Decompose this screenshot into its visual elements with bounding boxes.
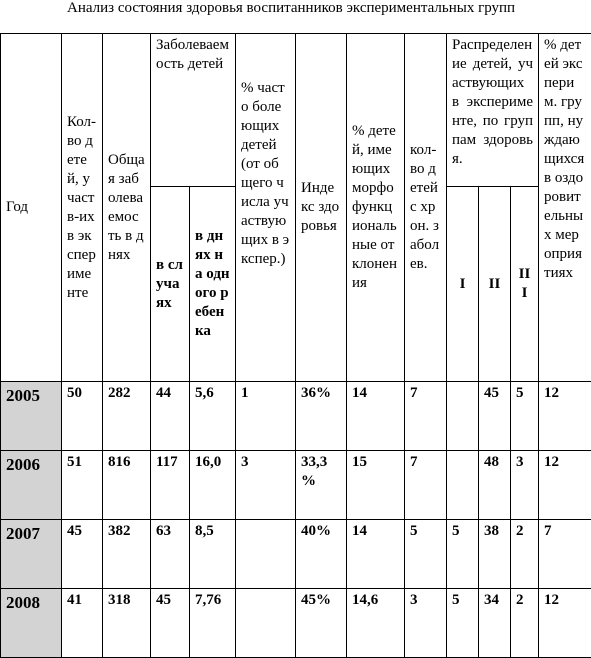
cell-morph: 14 — [347, 382, 405, 451]
cell-kids: 41 — [62, 589, 103, 658]
cell-chronic: 7 — [405, 451, 447, 520]
cell-index: 40% — [296, 520, 347, 589]
header-pct-health: % детей эксперим. групп, нуждающихся в оздоровительных мероприятиях — [539, 34, 591, 382]
cell-cases: 63 — [151, 520, 190, 589]
header-group-3: III — [511, 187, 539, 382]
cell-index: 45% — [296, 589, 347, 658]
cell-morph: 15 — [347, 451, 405, 520]
cell-year: 2008 — [1, 589, 62, 658]
header-morbidity: Заболеваемость детей — [151, 34, 236, 187]
header-per-child: в днях на одного ребенка — [190, 187, 236, 382]
header-pct-sick: % часто болеющих детей (от общего числа участвующих в экспер.) — [236, 34, 296, 382]
cell-kids: 51 — [62, 451, 103, 520]
table-row — [1, 520, 591, 589]
header-pct-morph: % детей, имеющих морфофункциональные отклонения — [347, 34, 405, 382]
cell-group-2: 48 — [479, 451, 511, 520]
header-chronic: кол-во детей с хрон. заболев. — [405, 34, 447, 382]
cell-year: 2006 — [1, 451, 62, 520]
cell-index: 36% — [296, 382, 347, 451]
cell-morph: 14,6 — [347, 589, 405, 658]
cell-per-child: 7,76 — [190, 589, 236, 658]
cell-per-child: 5,6 — [190, 382, 236, 451]
cell-group-3: 3 — [511, 451, 539, 520]
health-table — [0, 33, 591, 658]
cell-pct: 7 — [539, 520, 591, 589]
cell-per-child: 16,0 — [190, 451, 236, 520]
cell-pct-sick — [236, 589, 296, 658]
cell-pct: 12 — [539, 589, 591, 658]
cell-group-3: 2 — [511, 520, 539, 589]
cell-pct-sick: 1 — [236, 382, 296, 451]
cell-pct-sick: 3 — [236, 451, 296, 520]
table-caption: Анализ состояния здоровья воспитанников экспериментальных групп — [67, 0, 537, 17]
cell-cases: 44 — [151, 382, 190, 451]
cell-year: 2005 — [1, 382, 62, 451]
cell-cases: 45 — [151, 589, 190, 658]
cell-group-3: 5 — [511, 382, 539, 451]
cell-pct: 12 — [539, 382, 591, 451]
cell-days: 282 — [103, 382, 151, 451]
cell-days: 816 — [103, 451, 151, 520]
cell-kids: 45 — [62, 520, 103, 589]
cell-chronic: 7 — [405, 382, 447, 451]
header-year: Год — [1, 34, 62, 382]
cell-group-2: 45 — [479, 382, 511, 451]
header-group-1: I — [447, 187, 479, 382]
cell-days: 318 — [103, 589, 151, 658]
cell-index: 33,3 % — [296, 451, 347, 520]
cell-chronic: 5 — [405, 520, 447, 589]
cell-per-child: 8,5 — [190, 520, 236, 589]
cell-group-1 — [447, 451, 479, 520]
header-total-days: Общая заболеваемость в днях — [103, 34, 151, 382]
header-health-index: Индекс здоровья — [296, 34, 347, 382]
cell-morph: 14 — [347, 520, 405, 589]
header-group-2: II — [479, 187, 511, 382]
cell-cases: 117 — [151, 451, 190, 520]
cell-chronic: 3 — [405, 589, 447, 658]
cell-year: 2007 — [1, 520, 62, 589]
cell-pct: 12 — [539, 451, 591, 520]
header-distribution: Распределение детей, участвующих в эксперименте, по группам здоровья. — [447, 34, 539, 187]
header-cases: в случаях — [151, 187, 190, 382]
table-row — [1, 589, 591, 658]
cell-pct-sick — [236, 520, 296, 589]
cell-group-1 — [447, 382, 479, 451]
table-row — [1, 382, 591, 451]
cell-group-1: 5 — [447, 589, 479, 658]
cell-kids: 50 — [62, 382, 103, 451]
cell-group-2: 38 — [479, 520, 511, 589]
header-kids-count: Кол-во детей, участв-их в эксперименте — [62, 34, 103, 382]
cell-group-1: 5 — [447, 520, 479, 589]
cell-group-3: 2 — [511, 589, 539, 658]
header-row-1 — [1, 34, 591, 187]
table-row — [1, 451, 591, 520]
cell-days: 382 — [103, 520, 151, 589]
cell-group-2: 34 — [479, 589, 511, 658]
